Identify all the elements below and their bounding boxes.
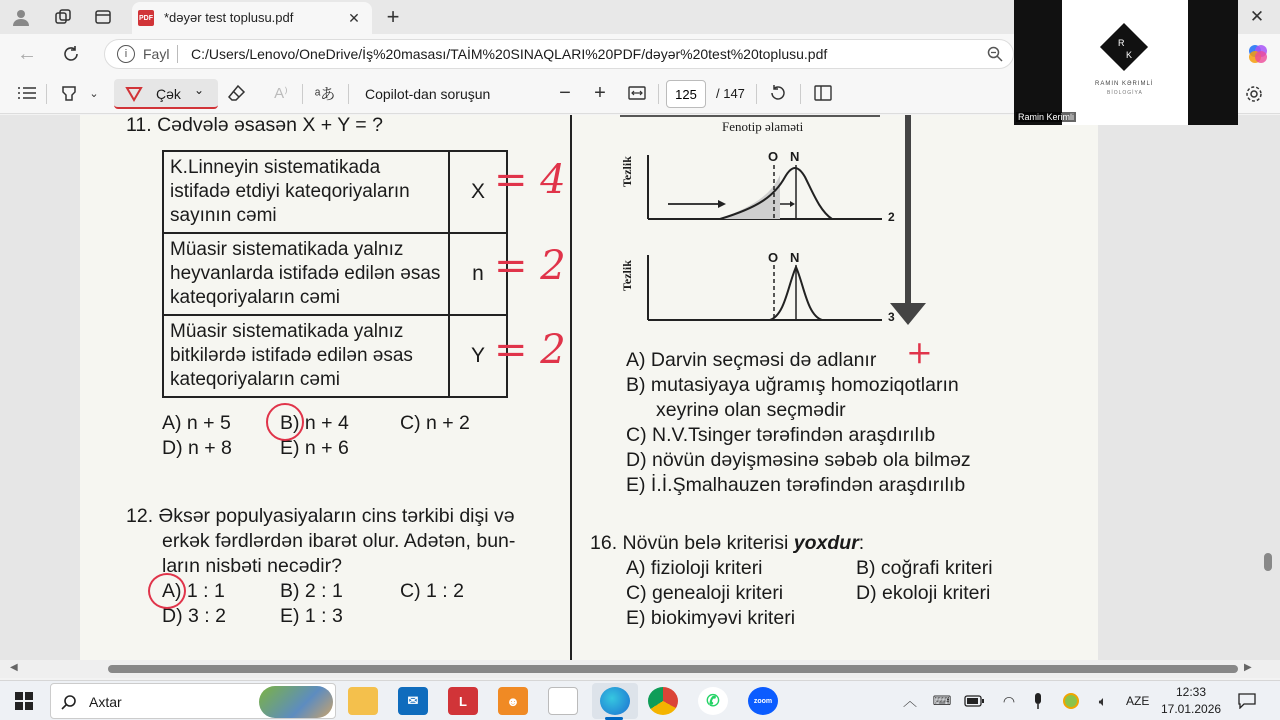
page-view-icon[interactable] — [812, 82, 834, 104]
draw-button[interactable] — [114, 79, 218, 109]
chevron-up-icon[interactable]: ︿ — [903, 693, 917, 709]
q16-option-e: E) biokimyəvi kriteri — [626, 607, 796, 629]
fit-width-icon[interactable] — [626, 82, 648, 104]
q16-option-c: C) genealoji kriteri — [626, 582, 784, 604]
divider — [46, 84, 47, 104]
label-n: N — [790, 250, 800, 265]
divider — [800, 84, 801, 104]
q16-option-d: D) ekoloji kriteri — [856, 582, 991, 604]
search-icon — [59, 692, 79, 712]
divider — [658, 84, 659, 104]
handwritten-note: = 2 — [494, 327, 566, 373]
pdf-page — [80, 115, 1098, 660]
table-cell: n — [449, 233, 507, 315]
app-l-icon[interactable]: L — [448, 687, 478, 715]
q16-title: 16. Növün belə kriterisi yoxdur: — [590, 532, 865, 554]
whatsapp-icon[interactable]: ✆ — [698, 687, 728, 715]
q11-option-b: B) n + 4 — [280, 412, 349, 434]
translate-icon[interactable]: ᵃあ — [314, 85, 336, 103]
webcam-overlay — [1014, 0, 1238, 125]
table-row — [163, 151, 507, 233]
clock-time[interactable]: 12:33 — [1176, 685, 1207, 699]
edge-icon[interactable] — [600, 687, 630, 715]
presenter-name: Ramin Kerimli — [1018, 112, 1075, 122]
q16-option-a: A) fizioloji kriteri — [626, 557, 763, 579]
handwritten-note: = 2 — [494, 243, 566, 289]
read-aloud-icon[interactable]: A⁾ — [274, 85, 288, 102]
q12-option-d: D) 3 : 2 — [162, 605, 226, 627]
divider — [302, 84, 303, 104]
divider — [348, 84, 349, 104]
highlight-icon[interactable] — [58, 82, 80, 104]
windows-start-icon[interactable] — [12, 689, 36, 713]
q15-option-e: E) İ.İ.Şmalhauzen tərəfindən araşdırılıb — [626, 474, 966, 496]
table-row — [163, 315, 507, 397]
new-tab-icon[interactable]: + — [386, 4, 400, 29]
q12-line2: erkək fərdlərdən ibarət olur. Adətən, bun- — [162, 530, 516, 552]
divider — [177, 45, 178, 63]
vertical-scrollbar[interactable] — [1264, 553, 1272, 571]
table-cell: Müasir sistematikada yalnız heyvanlarda istifadə edilən əsas kateqoriyaların cəmi — [163, 233, 449, 315]
zoom-icon[interactable]: zoom — [748, 687, 778, 715]
draw-label: Çək — [156, 86, 181, 102]
q15-option-a: A) Darvin seçməsi də adlanır — [626, 349, 877, 371]
logo-panel — [1062, 0, 1188, 125]
table-cell: Y — [449, 315, 507, 397]
q12-option-e: E) 1 : 3 — [280, 605, 343, 627]
q12-line1: 12. Əksər populyasiyaların cins tərkibi dişi və — [126, 505, 515, 527]
scroll-thumb[interactable] — [108, 665, 1238, 673]
file-explorer-icon[interactable] — [348, 687, 378, 715]
clock-date[interactable]: 17.01.2026 — [1161, 702, 1222, 716]
graph-number: 2 — [888, 210, 895, 224]
game-app-icon[interactable]: ☻ — [498, 687, 528, 715]
handwritten-plus: + — [906, 333, 933, 371]
scroll-right-icon[interactable]: ▶ — [1244, 662, 1252, 673]
settings-gear-icon[interactable] — [1242, 82, 1266, 106]
q11-option-a: A) n + 5 — [162, 412, 231, 434]
info-icon[interactable]: i — [117, 45, 135, 63]
zoom-search-icon[interactable] — [985, 44, 1005, 64]
label-n: N — [790, 149, 800, 164]
rotate-icon[interactable] — [767, 82, 789, 104]
q15-option-d: D) növün dəyişməsinə səbəb ola bilməz — [626, 449, 971, 471]
scroll-left-icon[interactable]: ◀ — [10, 662, 18, 673]
q12-option-b: B) 2 : 1 — [280, 580, 343, 602]
column-divider — [570, 115, 572, 660]
refresh-icon[interactable] — [58, 42, 84, 66]
handwritten-note: = 4 — [494, 157, 566, 203]
tab-title: *dəyər test toplusu.pdf — [164, 10, 294, 25]
table-cell: X — [449, 151, 507, 233]
notepad-icon[interactable] — [548, 687, 578, 715]
y-axis-label: Tezlik — [620, 156, 634, 187]
profile-icon[interactable] — [8, 5, 34, 29]
q11-table — [162, 150, 508, 398]
page-total: / 147 — [716, 86, 745, 101]
volume-icon[interactable]: 🔈︎ — [1098, 692, 1108, 709]
page-number-input[interactable] — [666, 80, 706, 108]
selection-figure — [620, 115, 960, 330]
logo-subcaption: BİOLOGİYA — [1107, 90, 1143, 96]
label-o: O — [768, 250, 779, 265]
search-box[interactable] — [50, 683, 336, 719]
wifi-icon[interactable]: ◠ — [1002, 692, 1016, 709]
eraser-icon[interactable] — [226, 82, 248, 104]
copilot-icon[interactable] — [1246, 42, 1270, 66]
chrome-icon[interactable] — [648, 687, 678, 715]
divider — [756, 84, 757, 104]
address-bar[interactable] — [104, 39, 1014, 69]
tab-active[interactable] — [132, 2, 372, 34]
table-row — [163, 233, 507, 315]
logo-caption: RAMIN KƏRIMLİ — [1095, 81, 1154, 87]
q15-option-c: C) N.V.Tsinger tərəfindən araşdırılıb — [626, 424, 936, 446]
pdf-viewer[interactable] — [0, 115, 1280, 660]
q11-option-e: E) n + 6 — [280, 437, 349, 459]
status-app-icon[interactable] — [1060, 689, 1082, 713]
copilot-ask-button[interactable]: Copilot-dan soruşun — [365, 86, 491, 102]
microphone-icon[interactable] — [1028, 689, 1048, 713]
tab-actions-icon[interactable] — [90, 5, 116, 29]
q15-option-b-cont: xeyrinə olan seçmədir — [656, 399, 846, 421]
mail-icon[interactable]: ✉ — [398, 687, 428, 715]
horizontal-scrollbar[interactable] — [0, 660, 1280, 678]
y-axis-label: Tezlik — [620, 260, 634, 291]
answer-circle — [266, 403, 304, 441]
language-indicator[interactable]: AZE — [1126, 694, 1150, 708]
q12-option-c: C) 1 : 2 — [400, 580, 464, 602]
taskbar — [0, 680, 1280, 720]
q11-title: 11. Cədvələ əsasən X + Y = ? — [126, 115, 383, 136]
search-placeholder: Axtar — [89, 694, 122, 710]
q16-option-b: B) coğrafi kriteri — [856, 557, 993, 579]
battery-icon[interactable] — [962, 689, 986, 713]
close-tab-icon[interactable]: ✕ — [348, 9, 360, 26]
back-icon[interactable]: ← — [17, 42, 37, 65]
pen-icon — [124, 83, 144, 103]
q15-option-b: B) mutasiyaya uğramış homoziqotların — [626, 374, 959, 396]
window-close-icon[interactable]: ✕ — [1249, 7, 1265, 26]
zoom-in-icon[interactable]: + — [594, 81, 606, 104]
pdf-icon: PDF — [138, 10, 154, 26]
graph-number: 3 — [888, 310, 895, 324]
figure-header: Fenotip əlaməti — [722, 119, 804, 134]
contents-icon[interactable] — [16, 82, 38, 104]
answer-circle — [148, 573, 186, 609]
label-o: O — [768, 149, 779, 164]
notification-icon[interactable] — [1236, 689, 1258, 713]
q12-line3: ların nisbəti necədir? — [162, 555, 342, 577]
logo-letter-k: K — [1126, 50, 1133, 60]
table-cell: K.Linneyin sistematikada istifadə etdiyi kateqoriyaların sayının cəmi — [163, 151, 449, 233]
touch-keyboard-icon[interactable]: ⌨ — [932, 693, 952, 708]
q11-option-c: C) n + 2 — [400, 412, 470, 434]
table-cell: Müasir sistematikada yalnız bitkilərdə istifadə edilən əsas kateqoriyaların cəmi — [163, 315, 449, 397]
chevron-down-icon[interactable]: ⌄ — [89, 87, 99, 100]
zoom-out-icon[interactable]: − — [559, 81, 571, 104]
url-text[interactable]: C:/Users/Lenovo/OneDrive/İş%20masası/TAİM%20SINAQLARI%20PDF/dəyər%20test%20toplusu.pdf — [191, 46, 828, 62]
logo-letter-r: R — [1118, 38, 1125, 48]
q12-option-a: A) 1 : 1 — [162, 580, 225, 602]
chevron-down-icon[interactable]: ⌄ — [194, 83, 205, 97]
search-highlight-image — [259, 686, 333, 718]
workspaces-icon[interactable] — [50, 5, 76, 29]
site-label: Fayl — [143, 46, 170, 62]
q11-option-d: D) n + 8 — [162, 437, 232, 459]
